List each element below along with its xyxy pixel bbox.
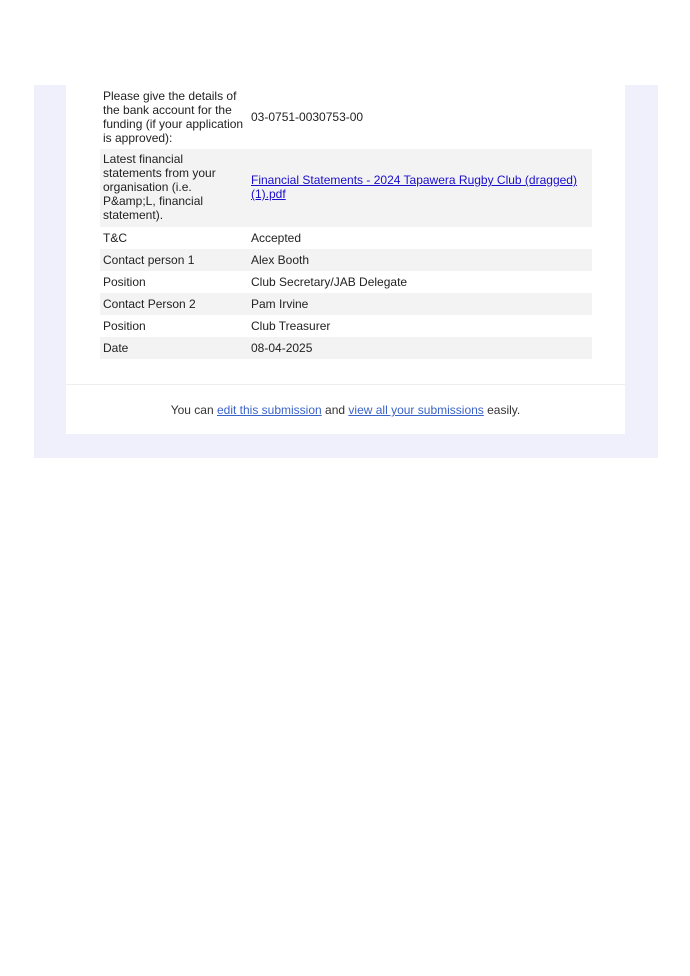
table-row <box>100 249 592 271</box>
submission-card <box>66 85 625 434</box>
financial-statement-file-link[interactable]: Financial Statements - 2024 Tapawera Rugby Club (dragged) (1).pdf <box>251 173 577 201</box>
table-row <box>100 315 592 337</box>
edit-submission-link[interactable]: edit this submission <box>216 403 322 417</box>
footer-suffix: easily. <box>483 403 521 417</box>
field-label: Date <box>100 337 248 359</box>
field-label: Contact Person 2 <box>100 293 248 315</box>
footer-middle: and <box>321 403 349 417</box>
field-label: Contact person 1 <box>100 249 248 271</box>
view-submissions-link[interactable]: view all your submissions <box>348 403 484 417</box>
field-label: Please give the details of the bank account for the funding (if your application is approved): <box>103 89 244 145</box>
table-row <box>100 85 592 149</box>
field-label: Position <box>103 275 146 289</box>
field-value-cell <box>248 149 592 227</box>
table-row <box>100 227 592 249</box>
field-label: Position <box>103 319 146 333</box>
email-background <box>34 85 658 458</box>
field-value: 03-0751-0030753-00 <box>251 110 364 124</box>
field-value: 08-04-2025 <box>248 337 592 359</box>
table-row <box>100 271 592 293</box>
table-row <box>100 337 592 359</box>
table-row <box>100 149 592 227</box>
footer-message <box>66 403 625 417</box>
field-label: T&C <box>103 231 127 245</box>
table-row <box>100 293 592 315</box>
field-value: Accepted <box>251 231 302 245</box>
submission-details-table <box>100 85 592 359</box>
field-label: Latest financial statements from your organisation (i.e. P&amp;L, financial statement). <box>100 149 248 227</box>
field-value: Pam Irvine <box>248 293 592 315</box>
field-value: Club Secretary/JAB Delegate <box>251 275 408 289</box>
footer-prefix: You can <box>170 403 217 417</box>
field-value: Club Treasurer <box>251 319 331 333</box>
footer-divider <box>66 384 625 385</box>
field-value: Alex Booth <box>248 249 592 271</box>
